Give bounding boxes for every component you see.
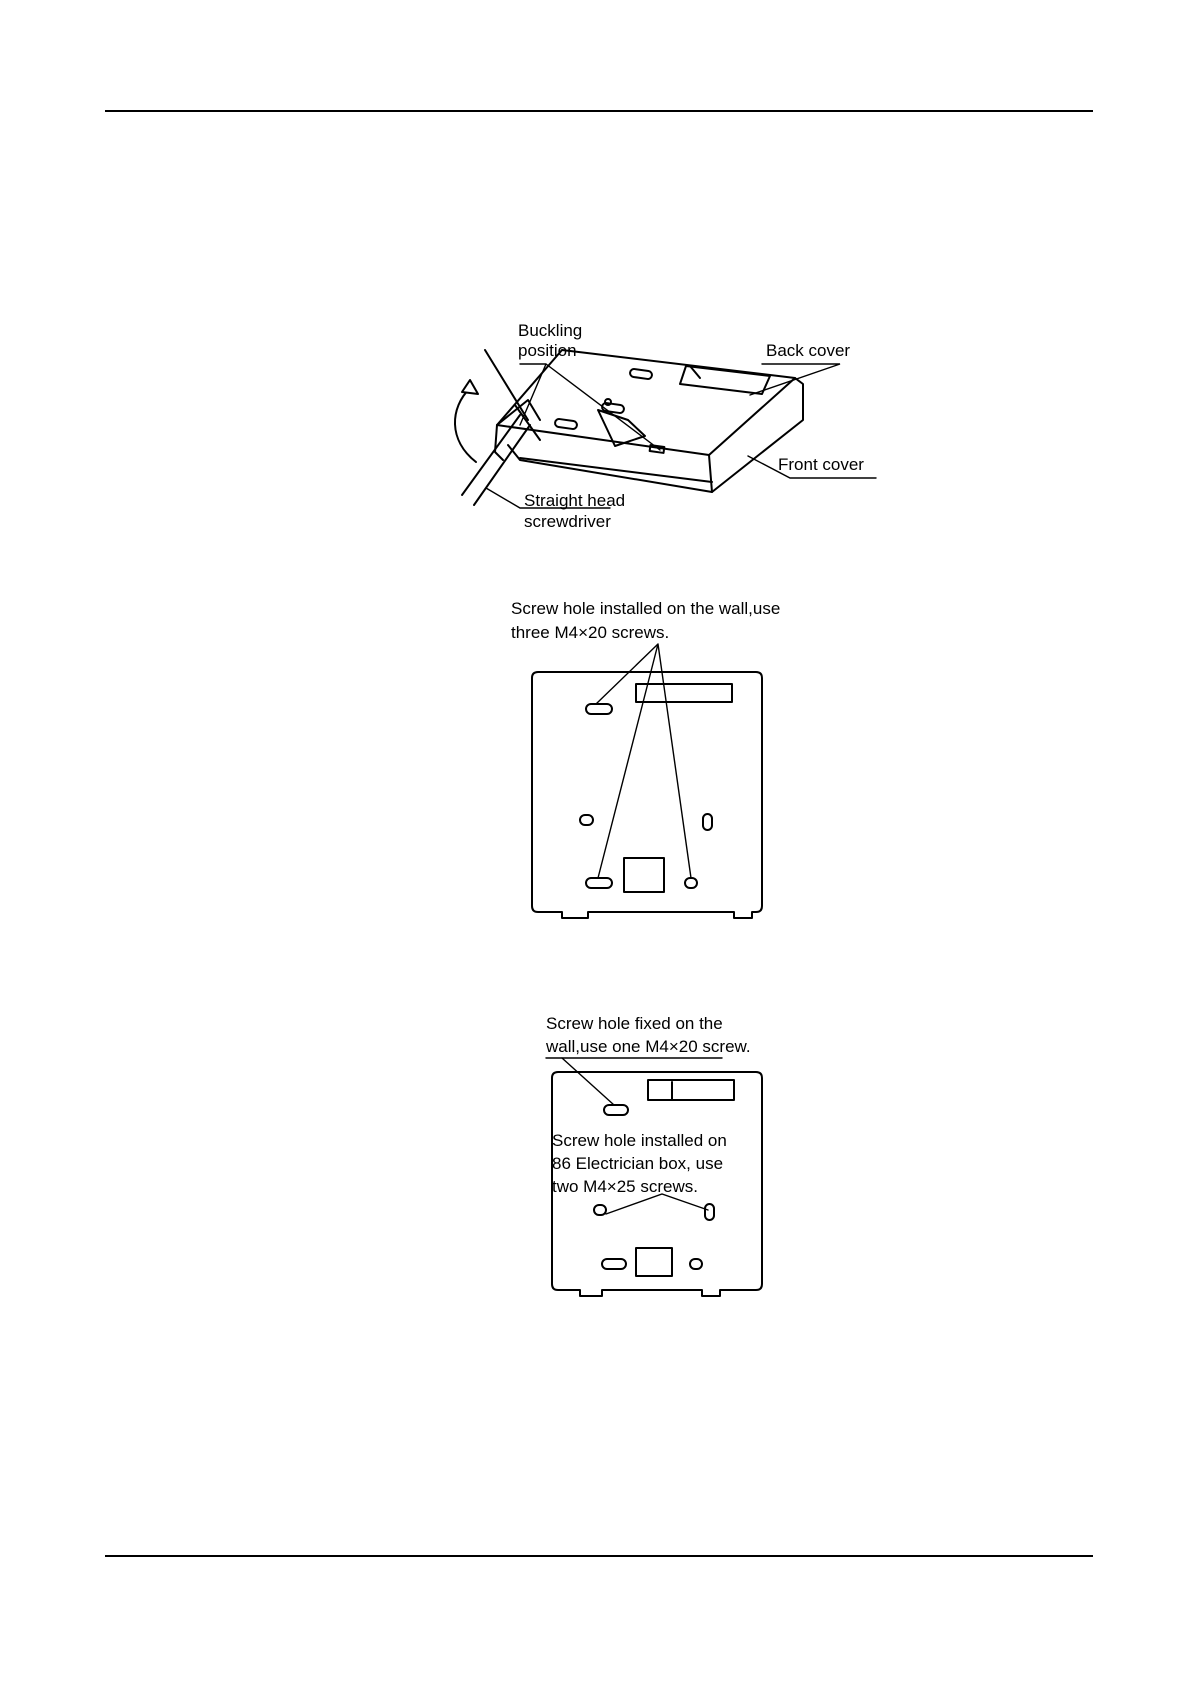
caption-box-top-1: Screw hole fixed on the (546, 1014, 723, 1033)
screw-slot-icon (604, 1105, 628, 1115)
caption-box-inner-2: 86 Electrician box, use (552, 1154, 724, 1173)
wire-opening (636, 1248, 672, 1276)
label-screwdriver-2: screwdriver (524, 512, 611, 531)
leader-box-screws (606, 1194, 708, 1214)
label-screwdriver-1: Straight head (524, 491, 626, 510)
screw-slot-icon (690, 1259, 702, 1269)
label-back-cover: Back cover (766, 341, 851, 360)
screw-slot-icon (594, 1205, 606, 1215)
caption-box-inner-3: two M4×25 screws. (552, 1177, 698, 1196)
screw-slot-icon (602, 1259, 626, 1269)
caption-wall-1: Screw hole installed on the wall,use (511, 599, 781, 618)
caption-wall-2: three M4×20 screws. (511, 623, 670, 642)
screw-slot-icon (705, 1204, 714, 1220)
label-front-cover: Front cover (778, 455, 864, 474)
leader-wall-screw (562, 1058, 614, 1105)
caption-box-inner-1: Screw hole installed on (552, 1131, 727, 1150)
caption-box-top-2: wall,use one M4×20 screw. (546, 1037, 751, 1056)
label-buckling-2: position (518, 341, 577, 360)
connector-opening (648, 1080, 734, 1100)
footer-rule (105, 1555, 1093, 1557)
label-buckling-1: Buckling (518, 321, 583, 340)
